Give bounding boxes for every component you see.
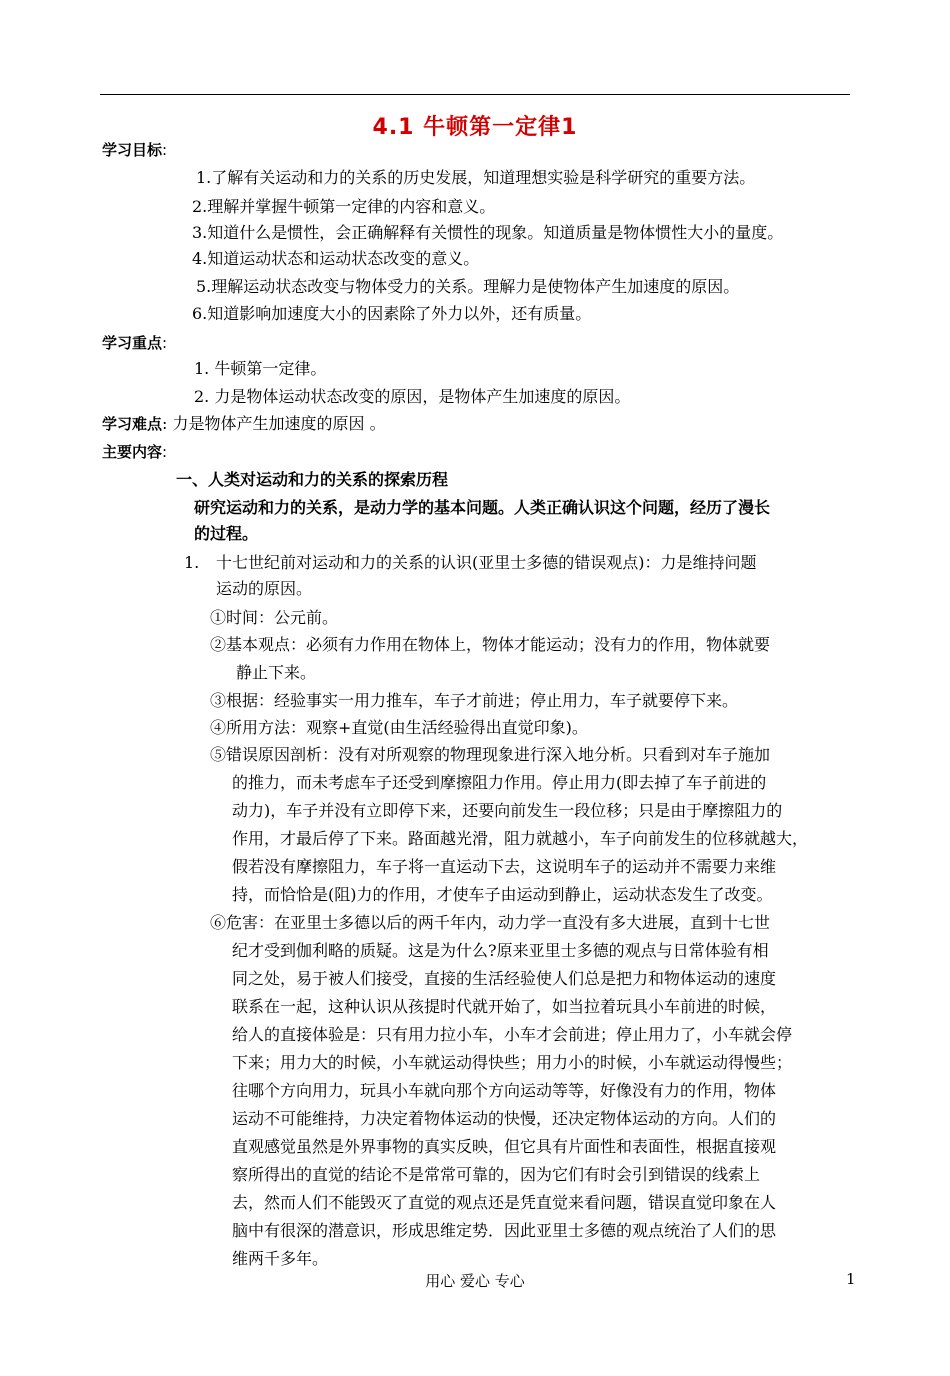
sub-item-harm: 同之处，易于被人们接受，直接的生活经验使人们总是把力和物体运动的速度 (232, 969, 777, 988)
key-points-heading: 学习重点: (102, 334, 168, 352)
sub-item-harm: 脑中有很深的潜意识，形成思维定势．因此亚里士多德的观点统治了人们的思 (232, 1221, 777, 1240)
sub-item-method: ④所用方法：观察+直觉(由生活经验得出直觉印象)。 (210, 718, 588, 737)
sub-item-viewpoint: 静止下来。 (236, 663, 317, 682)
objective-item: 2.理解并掌握牛顿第一定律的内容和意义。 (192, 197, 496, 216)
footer-motto: 用心 爱心 专心 (425, 1272, 525, 1290)
page-number: 1 (846, 1270, 856, 1288)
sub-item-harm: 给人的直接体验是：只有用力拉小车，小车才会前进；停止用力了，小车就会停 (232, 1025, 793, 1044)
document-title: 4.1 牛顿第一定律1 (372, 115, 578, 140)
sub-item-harm: 联系在一起，这种认识从孩提时代就开始了，如当拉着玩具小车前进的时候， (232, 997, 777, 1016)
item-text: 十七世纪前对运动和力的关系的认识(亚里士多德的错误观点)：力是维持问题 (216, 553, 757, 572)
difficulty-line: 学习难点: 力是物体产生加速度的原因 。 (102, 414, 386, 433)
section-intro: 的过程。 (194, 524, 259, 543)
objective-item: 1.了解有关运动和力的关系的历史发展，知道理想实验是科学研究的重要方法。 (196, 168, 756, 187)
sub-item-harm: ⑥危害：在亚里士多德以后的两千年内，动力学一直没有多大进展，直到十七世 (210, 913, 771, 932)
item-text: 运动的原因。 (216, 579, 313, 598)
sub-item-analysis: 假若没有摩擦阻力，车子将一直运动下去，这说明车子的运动并不需要力来维 (232, 857, 777, 876)
sub-item-harm: 维两千多年。 (232, 1249, 329, 1268)
sub-item-analysis: 持，而恰恰是(阻)力的作用，才使车子由运动到静止，运动状态发生了改变。 (232, 885, 773, 904)
sub-item-analysis: 动力)，车子并没有立即停下来，还要向前发生一段位移；只是由于摩擦阻力的 (232, 801, 783, 820)
objective-item: 5.理解运动状态改变与物体受力的关系。理解力是使物体产生加速度的原因。 (196, 277, 740, 296)
objectives-heading: 学习目标: (102, 141, 168, 159)
main-content-heading: 主要内容: (102, 443, 168, 461)
sub-item-harm: 去，然而人们不能毁灭了直觉的观点还是凭直觉来看问题，错误直觉印象在人 (232, 1193, 777, 1212)
key-point-item: 2. 力是物体运动状态改变的原因，是物体产生加速度的原因。 (194, 387, 631, 406)
item-number: 1. (184, 553, 200, 572)
sub-item-analysis: ⑤错误原因剖析：没有对所观察的物理现象进行深入地分析。只看到对车子施加 (210, 745, 771, 764)
sub-item-viewpoint: ②基本观点：必须有力作用在物体上，物体才能运动；没有力的作用，物体就要 (210, 635, 771, 654)
objective-item: 6.知道影响加速度大小的因素除了外力以外，还有质量。 (192, 304, 592, 323)
sub-item-harm: 下来；用力大的时候，小车就运动得快些；用力小的时候，小车就运动得慢些； (232, 1053, 793, 1072)
sub-item-time: ①时间：公元前。 (210, 608, 339, 627)
objective-item: 4.知道运动状态和运动状态改变的意义。 (192, 249, 480, 268)
key-point-item: 1. 牛顿第一定律。 (194, 359, 327, 378)
section-intro: 研究运动和力的关系，是动力学的基本问题。人类正确认识这个问题，经历了漫长 (194, 498, 771, 517)
section-title: 一、人类对运动和力的关系的探索历程 (176, 470, 449, 489)
sub-item-harm: 运动不可能维持，力决定着物体运动的快慢，还决定物体运动的方向。人们的 (232, 1109, 777, 1128)
sub-item-harm: 直观感觉虽然是外界事物的真实反映，但它具有片面性和表面性，根据直接观 (232, 1137, 777, 1156)
sub-item-harm: 纪才受到伽利略的质疑。这是为什么?原来亚里士多德的观点与日常体验有相 (232, 941, 769, 960)
sub-item-analysis: 作用，才最后停了下来。路面越光滑，阻力就越小，车子向前发生的位移就越大， (232, 829, 809, 848)
sub-item-harm: 往哪个方向用力，玩具小车就向那个方向运动等等，好像没有力的作用，物体 (232, 1081, 777, 1100)
sub-item-harm: 察所得出的直觉的结论不是常常可靠的，因为它们有时会引到错误的线索上 (232, 1165, 761, 1184)
header-rule (100, 94, 850, 95)
sub-item-analysis: 的推力，而未考虑车子还受到摩擦阻力作用。停止用力(即去掉了车子前进的 (232, 773, 767, 792)
sub-item-basis: ③根据：经验事实一用力推车，车子才前进；停止用力，车子就要停下来。 (210, 691, 739, 710)
objective-item: 3.知道什么是惯性，会正确解释有关惯性的现象。知道质量是物体惯性大小的量度。 (192, 223, 784, 242)
